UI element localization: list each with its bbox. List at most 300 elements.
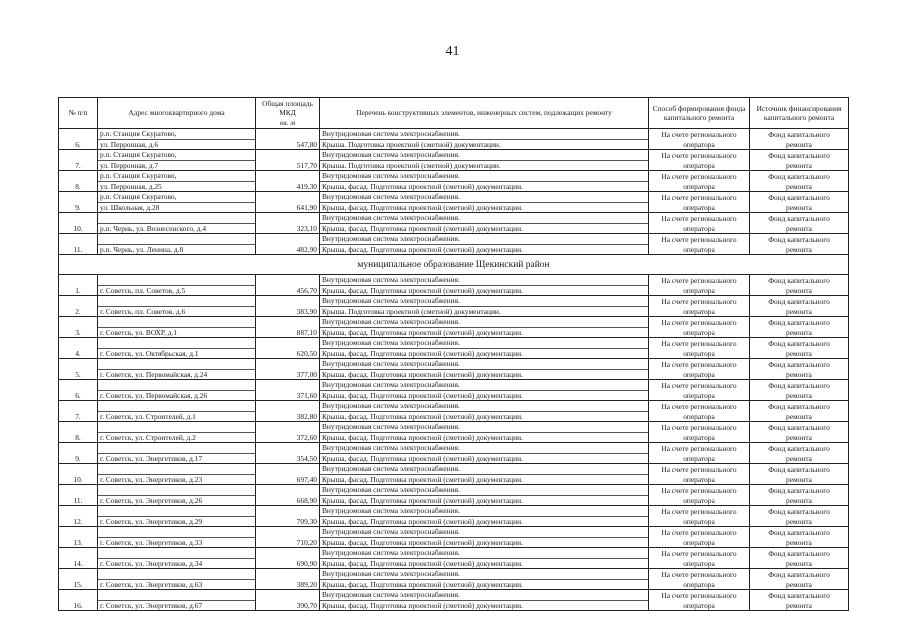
formation-line-2: оператора: [683, 411, 715, 421]
source-line-1: Фонд капитального: [768, 444, 830, 453]
row-number: 11.: [59, 234, 98, 255]
row-address: [98, 527, 256, 548]
element-line-1: Внутридомовая система электроснабжения.: [322, 506, 460, 515]
element-line-1: Внутридомовая система электроснабжения.: [322, 192, 460, 201]
row-elements: [320, 213, 649, 234]
row-address: [98, 359, 256, 380]
source-line-2: ремонта: [786, 223, 812, 233]
element-line-2: Крыша. Подготовка проектной (сметной) документации.: [320, 306, 648, 317]
row-source: [750, 422, 849, 443]
source-line-2: ремонта: [786, 495, 812, 505]
source-line-1: Фонд капитального: [768, 423, 830, 432]
row-formation: [649, 443, 750, 464]
element-line-1: Внутридомовая система электроснабжения.: [322, 380, 460, 389]
formation-line-1: На счете регионального: [661, 381, 737, 390]
source-line-1: Фонд капитального: [768, 591, 830, 600]
row-source: [750, 485, 849, 506]
formation-line-1: На счете регионального: [661, 465, 737, 474]
row-address: [98, 275, 256, 296]
address-line-2: р.п. Чернь, ул. Вознесенского, д.4: [98, 223, 255, 234]
row-source: [750, 317, 849, 338]
source-line-1: Фонд капитального: [768, 151, 830, 160]
formation-line-1: На счете регионального: [661, 193, 737, 202]
formation-line-1: На счете регионального: [661, 130, 737, 139]
row-formation: [649, 192, 750, 213]
header-area-label: Общая площадь МКД: [262, 98, 313, 118]
address-line-1: р.п. Станция Скуратово,: [100, 171, 177, 180]
row-elements: [320, 192, 649, 213]
row-source: [750, 464, 849, 485]
header-area: [256, 98, 320, 129]
formation-line-2: оператора: [683, 453, 715, 463]
row-elements: [320, 527, 649, 548]
row-address: [98, 380, 256, 401]
row-formation: [649, 129, 750, 150]
address-line-2: р.п. Чернь, ул. Ленина, д.8: [98, 244, 255, 255]
address-line-2: г. Советск, ул. Энергетиков, д.29: [98, 516, 255, 527]
row-area: 389,20: [256, 569, 320, 590]
row-number: 7.: [59, 401, 98, 422]
formation-line-1: На счете регионального: [661, 528, 737, 537]
source-line-2: ремонта: [786, 139, 812, 149]
element-line-2: Крыша, фасад. Подготовка проектной (сметной) документации.: [320, 244, 648, 255]
row-elements: [320, 401, 649, 422]
row-number: 16.: [59, 590, 98, 611]
row-formation: [649, 359, 750, 380]
row-formation: [649, 506, 750, 527]
formation-line-1: На счете регионального: [661, 297, 737, 306]
table-row: [59, 485, 849, 506]
row-address: [98, 192, 256, 213]
source-line-2: ремонта: [786, 579, 812, 589]
row-formation: [649, 234, 750, 255]
row-number: 12.: [59, 506, 98, 527]
row-address: [98, 422, 256, 443]
row-elements: [320, 129, 649, 150]
element-line-1: Внутридомовая система электроснабжения.: [322, 527, 460, 536]
formation-line-2: оператора: [683, 537, 715, 547]
element-line-1: Внутридомовая система электроснабжения.: [322, 590, 460, 599]
row-elements: [320, 548, 649, 569]
table-row: [59, 129, 849, 150]
row-area: 377,00: [256, 359, 320, 380]
formation-line-1: На счете регионального: [661, 276, 737, 285]
address-line-2: ул. Перронная, д.6: [98, 139, 255, 150]
row-formation: [649, 464, 750, 485]
row-formation: [649, 485, 750, 506]
header-num: № п/п: [59, 98, 98, 129]
formation-line-1: На счете регионального: [661, 318, 737, 327]
row-elements: [320, 296, 649, 317]
row-elements: [320, 275, 649, 296]
table-row: [59, 296, 849, 317]
row-formation: [649, 275, 750, 296]
row-area: 710,20: [256, 527, 320, 548]
row-area: 482,90: [256, 234, 320, 255]
row-source: [750, 380, 849, 401]
row-address: [98, 464, 256, 485]
element-line-2: Крыша, фасад. Подготовка проектной (сметной) документации.: [320, 285, 648, 296]
table-row: [59, 338, 849, 359]
row-formation: [649, 401, 750, 422]
element-line-2: Крыша, фасад. Подготовка проектной (сметной) документации.: [320, 202, 648, 213]
row-address: [98, 317, 256, 338]
element-line-2: Крыша, фасад. Подготовка проектной (сметной) документации.: [320, 600, 648, 611]
row-source: [750, 275, 849, 296]
row-source: [750, 569, 849, 590]
table-row: [59, 506, 849, 527]
element-line-2: Крыша, фасад. Подготовка проектной (сметной) документации.: [320, 181, 648, 192]
element-line-2: Крыша, фасад. Подготовка проектной (сметной) документации.: [320, 223, 648, 234]
element-line-1: Внутридомовая система электроснабжения.: [322, 485, 460, 494]
formation-line-1: На счете регионального: [661, 507, 737, 516]
formation-line-2: оператора: [683, 348, 715, 358]
header-area-units: кв. м: [279, 117, 296, 127]
table-row: [59, 464, 849, 485]
row-formation: [649, 296, 750, 317]
row-address: [98, 296, 256, 317]
row-area: 620,50: [256, 338, 320, 359]
element-line-2: Крыша. Подготовка проектной (сметной) документации.: [320, 139, 648, 150]
row-address: [98, 338, 256, 359]
row-formation: [649, 422, 750, 443]
header-address: Адрес многоквартирного дома: [98, 98, 256, 129]
header-elements: Перечень конструктивных элементов, инженерных систем, подлежащих ремонту: [320, 98, 649, 129]
element-line-2: Крыша, фасад. Подготовка проектной (сметной) документации.: [320, 495, 648, 506]
element-line-1: Внутридомовая система электроснабжения.: [322, 443, 460, 452]
table-row: [59, 422, 849, 443]
header-source: Источник финансирования капитального ремонта: [750, 98, 849, 129]
row-elements: [320, 422, 649, 443]
row-number: 6.: [59, 380, 98, 401]
row-address: [98, 213, 256, 234]
row-elements: [320, 506, 649, 527]
source-line-1: Фонд капитального: [768, 360, 830, 369]
element-line-2: Крыша, фасад. Подготовка проектной (сметной) документации.: [320, 327, 648, 338]
row-source: [750, 150, 849, 171]
row-elements: [320, 485, 649, 506]
address-line-2: г. Советск, ул. Строителей, д.1: [98, 411, 255, 422]
row-area: 382,80: [256, 401, 320, 422]
row-source: [750, 590, 849, 611]
formation-line-2: оператора: [683, 495, 715, 505]
source-line-1: Фонд капитального: [768, 486, 830, 495]
element-line-1: Внутридомовая система электроснабжения.: [322, 234, 460, 243]
source-line-1: Фонд капитального: [768, 381, 830, 390]
row-address: [98, 548, 256, 569]
formation-line-1: На счете регионального: [661, 591, 737, 600]
formation-line-2: оператора: [683, 432, 715, 442]
formation-line-2: оператора: [683, 600, 715, 610]
row-address: [98, 590, 256, 611]
row-elements: [320, 171, 649, 192]
row-elements: [320, 234, 649, 255]
row-address: [98, 401, 256, 422]
row-elements: [320, 317, 649, 338]
address-line-2: ул. Перронная, д.25: [98, 181, 255, 192]
formation-line-2: оператора: [683, 306, 715, 316]
source-line-1: Фонд капитального: [768, 339, 830, 348]
row-address: [98, 129, 256, 150]
formation-line-1: На счете регионального: [661, 339, 737, 348]
row-area: 517,70: [256, 150, 320, 171]
row-formation: [649, 548, 750, 569]
row-area: 697,40: [256, 464, 320, 485]
table-row: [59, 380, 849, 401]
source-line-2: ремонта: [786, 432, 812, 442]
source-line-1: Фонд капитального: [768, 172, 830, 181]
formation-line-2: оператора: [683, 579, 715, 589]
table-header-row: [59, 98, 849, 129]
formation-line-2: оператора: [683, 285, 715, 295]
element-line-2: Крыша, фасад. Подготовка проектной (сметной) документации.: [320, 453, 648, 464]
formation-line-1: На счете регионального: [661, 486, 737, 495]
source-line-2: ремонта: [786, 516, 812, 526]
source-line-1: Фонд капитального: [768, 235, 830, 244]
row-formation: [649, 171, 750, 192]
row-elements: [320, 380, 649, 401]
formation-line-2: оператора: [683, 202, 715, 212]
address-line-2: г. Советск, пл. Советов, д.6: [98, 306, 255, 317]
element-line-2: Крыша, фасад. Подготовка проектной (сметной) документации.: [320, 390, 648, 401]
row-source: [750, 192, 849, 213]
row-number: 3.: [59, 317, 98, 338]
row-formation: [649, 569, 750, 590]
source-line-2: ремонта: [786, 600, 812, 610]
row-number: 4.: [59, 338, 98, 359]
formation-line-1: На счете регионального: [661, 360, 737, 369]
address-line-2: г. Советск, ул. Первомайская, д.26: [98, 390, 255, 401]
table-row: [59, 150, 849, 171]
element-line-1: Внутридомовая система электроснабжения.: [322, 213, 460, 222]
row-source: [750, 527, 849, 548]
formation-line-2: оператора: [683, 474, 715, 484]
source-line-2: ремонта: [786, 558, 812, 568]
row-number: 5.: [59, 359, 98, 380]
address-line-2: г. Советск, ул. Энергетиков, д.67: [98, 600, 255, 611]
address-line-1: р.п. Станция Скуратово,: [100, 129, 177, 138]
source-line-2: ремонта: [786, 453, 812, 463]
element-line-1: Внутридомовая система электроснабжения.: [322, 548, 460, 557]
table-row: [59, 317, 849, 338]
formation-line-2: оператора: [683, 369, 715, 379]
row-elements: [320, 359, 649, 380]
row-number: 2.: [59, 296, 98, 317]
source-line-1: Фонд капитального: [768, 193, 830, 202]
table-row: [59, 590, 849, 611]
row-formation: [649, 317, 750, 338]
row-area: 456,70: [256, 275, 320, 296]
table-row: [59, 569, 849, 590]
formation-line-2: оператора: [683, 181, 715, 191]
section-row: [59, 255, 849, 275]
row-area: 371,60: [256, 380, 320, 401]
row-number: 1.: [59, 275, 98, 296]
row-area: 419,30: [256, 171, 320, 192]
source-line-1: Фонд капитального: [768, 297, 830, 306]
formation-line-2: оператора: [683, 244, 715, 254]
table-row: [59, 234, 849, 255]
row-number: 11.: [59, 485, 98, 506]
row-number: 6.: [59, 129, 98, 150]
row-number: 15.: [59, 569, 98, 590]
table-row: [59, 213, 849, 234]
source-line-1: Фонд капитального: [768, 528, 830, 537]
source-line-1: Фонд капитального: [768, 570, 830, 579]
formation-line-1: На счете регионального: [661, 423, 737, 432]
table-row: [59, 171, 849, 192]
formation-line-1: На счете регионального: [661, 214, 737, 223]
address-line-2: г. Советск, ул. Первомайская, д.24: [98, 369, 255, 380]
address-line-2: г. Советск, ул. Энергетиков, д.17: [98, 453, 255, 464]
source-line-2: ремонта: [786, 285, 812, 295]
source-line-2: ремонта: [786, 160, 812, 170]
row-source: [750, 129, 849, 150]
section-title: муниципальное образование Щекинский район: [59, 255, 849, 275]
source-line-1: Фонд капитального: [768, 214, 830, 223]
element-line-1: Внутридомовая система электроснабжения.: [322, 464, 460, 473]
row-area: 354,50: [256, 443, 320, 464]
element-line-2: Крыша, фасад. Подготовка проектной (сметной) документации.: [320, 432, 648, 443]
row-number: 14.: [59, 548, 98, 569]
address-line-2: г. Советск, ул. Энергетиков, д.63: [98, 579, 255, 590]
row-area: 390,70: [256, 590, 320, 611]
element-line-2: Крыша. Подготовка проектной (сметной) документации.: [320, 160, 648, 171]
element-line-2: Крыша, фасад. Подготовка проектной (сметной) документации.: [320, 474, 648, 485]
formation-line-1: На счете регионального: [661, 570, 737, 579]
row-elements: [320, 569, 649, 590]
row-source: [750, 443, 849, 464]
page-number: 41: [445, 44, 460, 59]
element-line-1: Внутридомовая система электроснабжения.: [322, 171, 460, 180]
row-number: 13.: [59, 527, 98, 548]
row-source: [750, 234, 849, 255]
source-line-1: Фонд капитального: [768, 507, 830, 516]
row-elements: [320, 150, 649, 171]
row-address: [98, 171, 256, 192]
row-source: [750, 213, 849, 234]
row-address: [98, 234, 256, 255]
row-formation: [649, 338, 750, 359]
row-area: 372,60: [256, 422, 320, 443]
source-line-2: ремонта: [786, 306, 812, 316]
element-line-1: Внутридомовая система электроснабжения.: [322, 150, 460, 159]
source-line-1: Фонд капитального: [768, 465, 830, 474]
address-line-2: г. Советск, ул. Энергетиков, д.34: [98, 558, 255, 569]
row-address: [98, 443, 256, 464]
row-elements: [320, 443, 649, 464]
element-line-1: Внутридомовая система электроснабжения.: [322, 296, 460, 305]
source-line-2: ремонта: [786, 411, 812, 421]
address-line-2: г. Советск, ул. Октябрьская, д.1: [98, 348, 255, 359]
element-line-1: Внутридомовая система электроснабжения.: [322, 317, 460, 326]
address-line-2: ул. Школьная, д.28: [98, 202, 255, 213]
row-source: [750, 506, 849, 527]
formation-line-1: На счете регионального: [661, 402, 737, 411]
formation-line-1: На счете регионального: [661, 444, 737, 453]
row-number: 10.: [59, 213, 98, 234]
row-number: 10.: [59, 464, 98, 485]
formation-line-2: оператора: [683, 558, 715, 568]
formation-line-1: На счете регионального: [661, 549, 737, 558]
address-line-2: г. Советск, ул. Энергетиков, д.33: [98, 537, 255, 548]
row-address: [98, 506, 256, 527]
source-line-1: Фонд капитального: [768, 276, 830, 285]
row-number: 8.: [59, 422, 98, 443]
table-row: [59, 192, 849, 213]
element-line-2: Крыша, фасад. Подготовка проектной (сметной) документации.: [320, 579, 648, 590]
row-area: 547,80: [256, 129, 320, 150]
table-row: [59, 548, 849, 569]
row-area: 690,90: [256, 548, 320, 569]
row-address: [98, 569, 256, 590]
row-source: [750, 296, 849, 317]
source-line-1: Фонд капитального: [768, 318, 830, 327]
source-line-2: ремонта: [786, 537, 812, 547]
row-number: 8.: [59, 171, 98, 192]
formation-line-2: оператора: [683, 139, 715, 149]
row-elements: [320, 338, 649, 359]
source-line-1: Фонд капитального: [768, 402, 830, 411]
formation-line-2: оператора: [683, 160, 715, 170]
source-line-2: ремонта: [786, 348, 812, 358]
row-area: 668,90: [256, 485, 320, 506]
row-source: [750, 359, 849, 380]
row-source: [750, 548, 849, 569]
row-number: 9.: [59, 192, 98, 213]
element-line-2: Крыша, фасад. Подготовка проектной (сметной) документации.: [320, 348, 648, 359]
element-line-1: Внутридомовая система электроснабжения.: [322, 422, 460, 431]
source-line-1: Фонд капитального: [768, 130, 830, 139]
row-formation: [649, 150, 750, 171]
row-area: 709,30: [256, 506, 320, 527]
row-elements: [320, 464, 649, 485]
repair-program-table: [58, 97, 849, 611]
formation-line-2: оператора: [683, 327, 715, 337]
row-source: [750, 338, 849, 359]
address-line-2: ул. Перронная, д.7: [98, 160, 255, 171]
element-line-2: Крыша, фасад. Подготовка проектной (сметной) документации.: [320, 516, 648, 527]
row-number: 9.: [59, 443, 98, 464]
row-area: 323,10: [256, 213, 320, 234]
source-line-2: ремонта: [786, 244, 812, 254]
element-line-1: Внутридомовая система электроснабжения.: [322, 569, 460, 578]
source-line-2: ремонта: [786, 327, 812, 337]
table-row: [59, 527, 849, 548]
source-line-2: ремонта: [786, 181, 812, 191]
header-formation: Способ формирования фонда капитального ремонта: [649, 98, 750, 129]
address-line-2: г. Советск, ул. ВОХР, д.1: [98, 327, 255, 338]
row-area: 887,10: [256, 317, 320, 338]
table-body-group-a: [59, 129, 849, 255]
source-line-2: ремонта: [786, 474, 812, 484]
row-formation: [649, 380, 750, 401]
row-area: 641,90: [256, 192, 320, 213]
formation-line-1: На счете регионального: [661, 172, 737, 181]
element-line-2: Крыша, фасад. Подготовка проектной (сметной) документации.: [320, 411, 648, 422]
element-line-1: Внутридомовая система электроснабжения.: [322, 401, 460, 410]
element-line-1: Внутридомовая система электроснабжения.: [322, 338, 460, 347]
formation-line-2: оператора: [683, 223, 715, 233]
address-line-1: р.п. Станция Скуратово,: [100, 192, 177, 201]
source-line-2: ремонта: [786, 369, 812, 379]
row-source: [750, 401, 849, 422]
source-line-2: ремонта: [786, 390, 812, 400]
address-line-2: г. Советск, ул. Энергетиков, д.26: [98, 495, 255, 506]
row-elements: [320, 590, 649, 611]
row-formation: [649, 213, 750, 234]
element-line-1: Внутридомовая система электроснабжения.: [322, 129, 460, 138]
